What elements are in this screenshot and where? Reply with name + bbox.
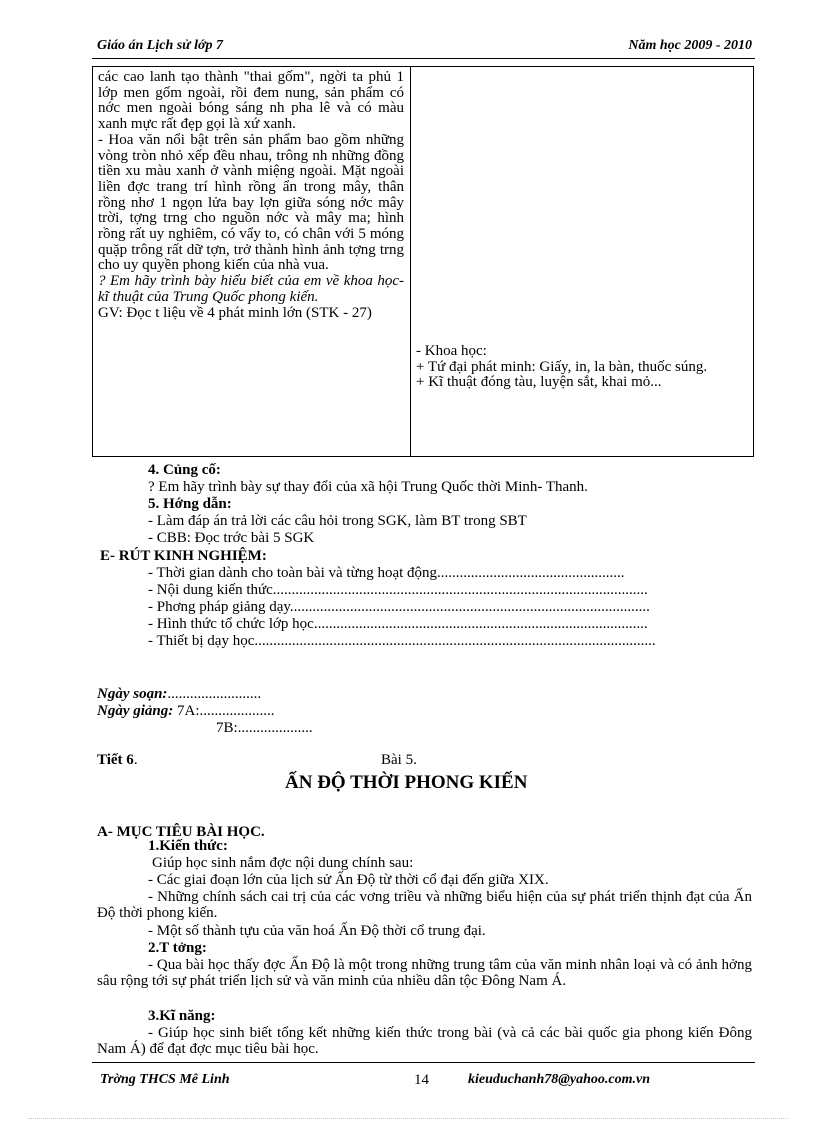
e-line1: - Thời gian dành cho toàn bài và từng hoạt động..................................................	[148, 565, 625, 581]
a-knowledge-intro: Giúp học sinh nắm đợc nội dung chính sau:	[152, 855, 414, 871]
a-skill-1: - Giúp học sinh biết tổng kết những kiến thức trong bài (và cả các bài quốc gia phong kiến Đông Nam Á) để đạt đợc mục tiêu bài học.	[97, 1025, 752, 1057]
s5-line1: - Làm đáp án trả lời các câu hỏi trong SGK, làm BT trong SBT	[148, 513, 527, 529]
s4-question: ? Em hãy trình bày sự thay đổi của xã hội Trung Quốc thời Minh- Thanh.	[148, 479, 588, 495]
lesson-tiet-label: Tiết 6	[97, 752, 134, 768]
footer-rule	[92, 1062, 755, 1063]
table-left-cell	[98, 70, 404, 321]
a-knowledge-title: 1.Kiến thức:	[148, 838, 228, 854]
footer-school: Trờng THCS Mê Linh	[100, 1072, 230, 1087]
e-line4: - Hình thức tổ chức lớp học.........................................................................................	[148, 616, 648, 632]
lesson-tiet-dot: .	[133, 752, 138, 768]
date-giang	[97, 703, 275, 719]
footer-email: kieuduchanh78@yahoo.com.vn	[468, 1072, 650, 1087]
table-left-question: ? Em hãy trình bày hiểu biết của em về khoa học- kĩ thuật của Trung Quốc phong kiến.	[98, 273, 404, 305]
date-soan-label: Ngày soạn:	[97, 686, 168, 702]
lesson-tiet	[97, 752, 138, 768]
e-line5: - Thiết bị dạy học...........................................................................................................	[148, 633, 656, 649]
a-knowledge-3: - Một số thành tựu của văn hoá Ấn Độ thời cổ trung đại.	[148, 923, 486, 939]
date-giang-7b: 7B:....................	[216, 720, 313, 736]
table-right-cell	[416, 344, 749, 391]
header-left: Giáo án Lịch sử lớp 7	[97, 38, 223, 53]
a-title: A- MỤC TIÊU BÀI HỌC.	[97, 824, 265, 840]
page-bottom-rule	[28, 1118, 788, 1119]
date-soan	[97, 686, 261, 702]
date-soan-dots: .........................	[167, 686, 262, 702]
table-right-kh: - Khoa học:	[416, 343, 487, 359]
lesson-title: ẤN ĐỘ THỜI PHONG KIẾN	[285, 772, 528, 793]
date-giang-7a: 7A:....................	[177, 703, 275, 719]
s5-title: 5. Hớng dẫn:	[148, 496, 232, 512]
e-line3: - Phơng pháp giảng dạy................................................................................................	[148, 599, 650, 615]
s5-line2: - CBB: Đọc trớc bài 5 SGK	[148, 530, 315, 546]
table-left-p2-last: cho uy quyền phong kiến của nhà vua.	[98, 257, 329, 274]
s4-title: 4. Củng cố:	[148, 462, 221, 478]
a-thought-1: - Qua bài học thấy đợc Ấn Độ là một trong những trung tâm của văn minh nhân loại và có ảnh hởng sâu rộng tới sự phát triển lịch sử và văn minh của nhiều dân tộc Đông Nam Á.	[97, 957, 752, 989]
a-knowledge-1: - Các giai đoạn lớn của lịch sử Ấn Độ từ thời cổ đại đến giữa XIX.	[148, 872, 549, 888]
header-right: Năm học 2009 - 2010	[628, 38, 752, 53]
table-left-p2: - Hoa văn nổi bật trên sản phẩm bao gồm những vòng tròn nhỏ xếp đều nhau, trông nh những đồng tiền xu màu xanh ở vành miệng ngoài. Mặt ngoài liền đợc trang trí hình rồng ẩn trong mây, thân rồng nhơ 1 ngọn lửa bay lợn giữa sóng nớc mây trời, tợng trng cho nguồn nớc và mây ma; hình rồng rất uy nghiêm, có vẩy to, có chân với 5 móng quặp trông rất dữ tợn, trở thành hình ảnh tợng trng	[98, 131, 404, 258]
e-title: E- RÚT KINH NGHIỆM:	[100, 548, 267, 564]
lesson-bai: Bài 5.	[381, 752, 417, 768]
footer-page-number: 14	[414, 1072, 429, 1088]
table-right-p2: + Kĩ thuật đóng tàu, luyện sắt, khai mỏ...	[416, 374, 662, 391]
e-line2: - Nội dung kiến thức....................................................................................................	[148, 582, 648, 598]
table-left-p1: các cao lanh tạo thành "thai gốm", ngời ta phủ 1 lớp men gốm ngoài, rồi đem nung, sản phẩm có nớc men ngoài bóng sáng nh pha lê và có màu xanh mực rất đẹp gọi là xứ xanh.	[98, 69, 404, 133]
header-rule	[92, 58, 755, 59]
table-column-divider	[410, 66, 411, 457]
a-thought-title: 2.T tởng:	[148, 940, 207, 956]
table-right-p1: + Tứ đại phát minh: Giấy, in, la bàn, thuốc súng.	[416, 358, 708, 375]
table-left-gv: GV: Đọc t liệu về 4 phát minh lớn (STK - 27)	[98, 304, 372, 321]
a-skill-title: 3.Kĩ năng:	[148, 1008, 216, 1024]
date-giang-label: Ngày giảng:	[97, 703, 174, 719]
a-knowledge-2: - Những chính sách cai trị của các vơng triều và những biểu hiện của sự phát triển thịnh đạt của Ấn Độ thời phong kiến.	[97, 889, 752, 921]
